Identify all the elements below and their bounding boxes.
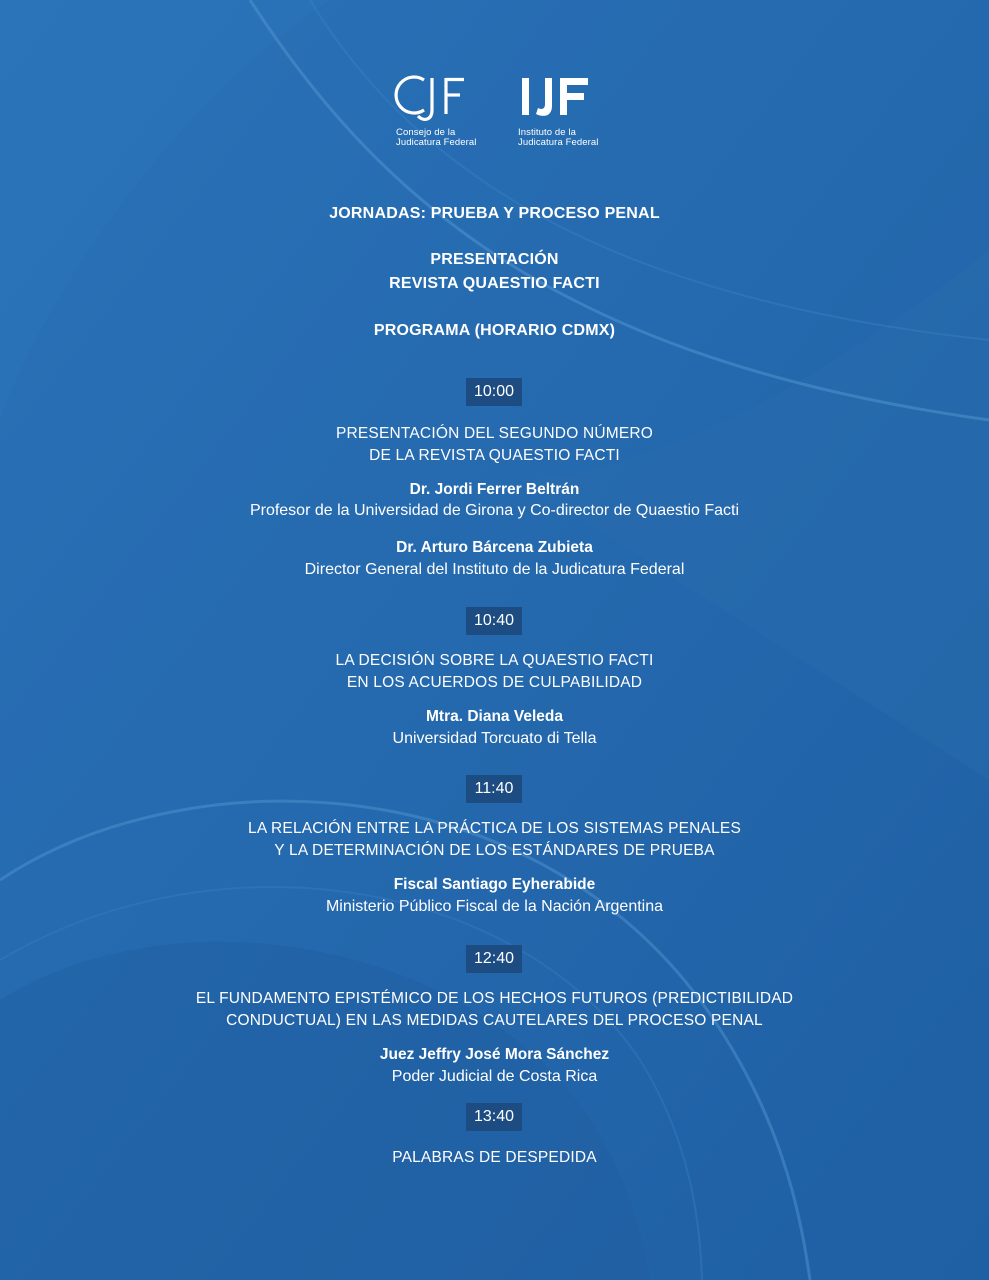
speaker-name: Dr. Jordi Ferrer Beltrán <box>409 481 580 498</box>
ijf-caption-line2: Judicatura Federal <box>518 137 599 148</box>
session-title <box>0 1147 989 1169</box>
speaker-name: Mtra. Diana Veleda <box>426 708 563 725</box>
presentation-heading-line1: PRESENTACIÓN <box>430 251 559 268</box>
session-title <box>0 423 989 467</box>
session-title-line: Y LA DETERMINACIÓN DE LOS ESTÁNDARES DE PRUEBA <box>274 842 715 859</box>
session-title-line: EN LOS ACUERDOS DE CULPABILIDAD <box>346 674 643 691</box>
speaker-role: Universidad Torcuato di Tella <box>392 730 597 747</box>
session-title <box>0 818 989 862</box>
session-title <box>0 650 989 694</box>
ijf-logo-mark <box>508 70 594 124</box>
program-label: PROGRAMA (HORARIO CDMX) <box>373 322 616 339</box>
ijf-logo-caption <box>508 128 608 148</box>
time-badge: 10:00 <box>466 378 522 406</box>
time-badge: 11:40 <box>466 775 522 803</box>
ijf-logo <box>508 70 608 148</box>
session-title-line: EL FUNDAMENTO EPISTÉMICO DE LOS HECHOS FUTUROS (PREDICTIBILIDAD <box>195 990 794 1007</box>
cjf-caption-line2: Judicatura Federal <box>396 137 477 148</box>
session-title-line: DE LA REVISTA QUAESTIO FACTI <box>369 447 620 464</box>
speaker-role: Poder Judicial de Costa Rica <box>391 1068 598 1085</box>
time-badge: 12:40 <box>466 945 522 973</box>
presentation-heading-line2: REVISTA QUAESTIO FACTI <box>389 275 600 292</box>
speaker-role: Profesor de la Universidad de Girona y Co-director de Quaestio Facti <box>249 502 740 519</box>
speaker-name: Juez Jeffry José Mora Sánchez <box>379 1046 610 1063</box>
cjf-logo-caption <box>394 128 494 148</box>
session-title-line: LA RELACIÓN ENTRE LA PRÁCTICA DE LOS SISTEMAS PENALES <box>248 820 741 837</box>
logos-row <box>0 70 989 160</box>
time-badge: 13:40 <box>466 1103 522 1131</box>
cjf-logo-mark <box>394 70 476 124</box>
cjf-logo <box>394 70 494 148</box>
speaker-name: Fiscal Santiago Eyherabide <box>393 876 596 893</box>
event-title: JORNADAS: PRUEBA Y PROCESO PENAL <box>329 205 660 222</box>
ijf-caption-line1: Instituto de la <box>518 127 577 138</box>
session-title <box>0 988 989 1032</box>
session-title-line: CONDUCTUAL) EN LAS MEDIDAS CAUTELARES DEL PROCESO PENAL <box>226 1012 763 1029</box>
session-title-line: PRESENTACIÓN DEL SEGUNDO NÚMERO <box>335 425 654 442</box>
session-title-line: LA DECISIÓN SOBRE LA QUAESTIO FACTI <box>335 652 654 669</box>
session-title-line: PALABRAS DE DESPEDIDA <box>392 1149 597 1166</box>
speaker-name: Dr. Arturo Bárcena Zubieta <box>396 539 593 556</box>
time-badge: 10:40 <box>466 607 522 635</box>
cjf-caption-line1: Consejo de la <box>396 127 456 138</box>
speaker-role: Ministerio Público Fiscal de la Nación Argentina <box>325 898 664 915</box>
speaker-role: Director General del Instituto de la Judicatura Federal <box>304 561 685 578</box>
